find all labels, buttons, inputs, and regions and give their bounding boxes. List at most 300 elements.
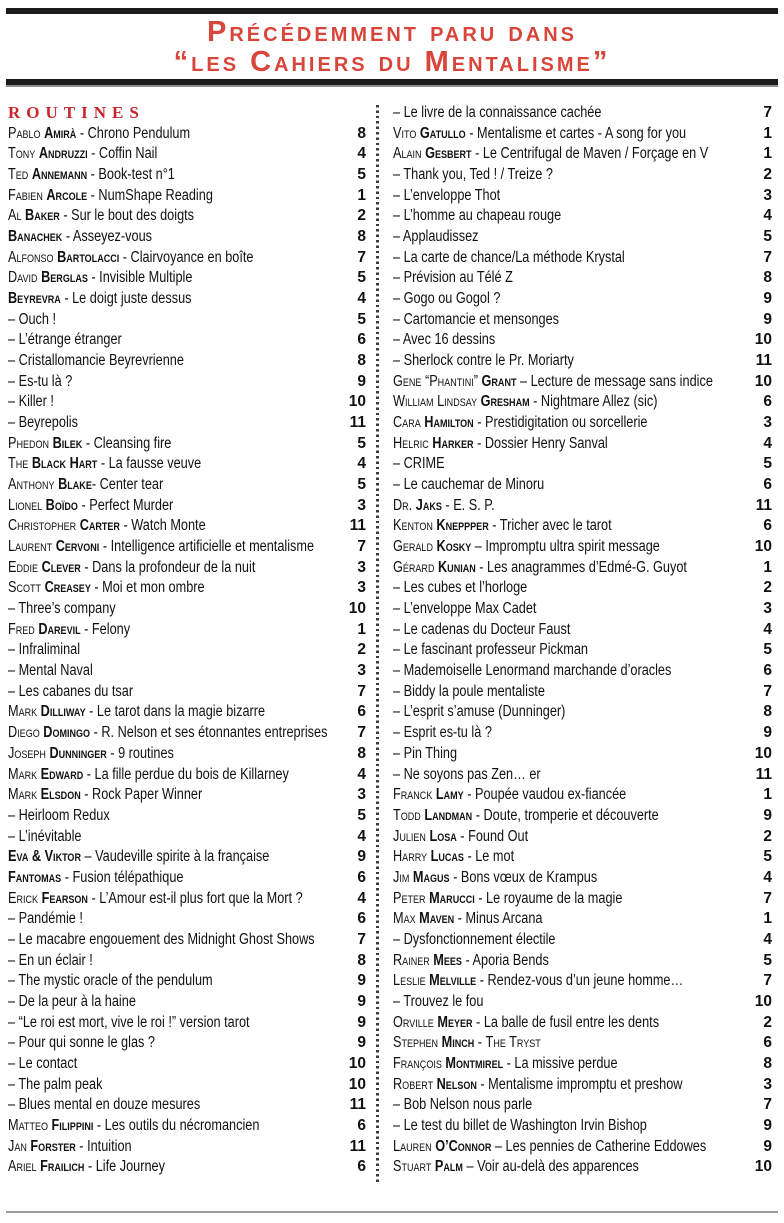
entry-text [393,889,622,910]
entry-text [393,1033,541,1054]
entry-title: Minus Arcana [465,910,543,928]
entry-separator: - [90,579,103,597]
entry-title: – Avec 16 dessins [393,331,496,349]
entry-text [8,558,255,579]
entry-text [393,744,457,765]
toc-entry [8,1116,366,1137]
entry-text [8,682,133,703]
entry-text [393,806,659,827]
entry-separator: – [80,848,96,866]
author-last-name: Fantomas [8,868,62,886]
author-last-name: Bilek [52,434,83,452]
author-last-name: Maven [419,910,455,928]
entry-text [8,1116,259,1137]
entry-text [393,930,556,951]
entry-text [8,640,80,661]
author-last-name: Amirà [44,124,77,142]
toc-entry [8,1033,366,1054]
entry-page-number: 2 [763,1013,772,1031]
entry-title: Chrono Pendulum [87,124,191,142]
entry-title: Intelligence artificielle et mentalisme [110,538,315,556]
author-last-name: O’Connor [435,1137,492,1155]
entry-title: Life Journey [95,1158,165,1176]
entry-page-number: 7 [357,930,366,948]
entry-separator: - [472,1013,484,1031]
entry-page-number: 1 [763,558,772,576]
entry-title: Dossier Henry Sanval [484,434,608,452]
toc-entry [393,620,772,641]
entry-title: – Ne soyons pas Zen… er [393,765,541,783]
author-first-name: Orville [393,1013,434,1031]
author-last-name: Bartolacci [57,248,120,266]
entry-page-number: 11 [755,496,772,514]
entry-title: Book-test n°1 [98,166,175,184]
author-first-name: Robert [393,1075,434,1093]
author-last-name: Gatullo [419,124,466,142]
entry-separator: - [475,558,488,576]
entry-title: Found Out [468,827,529,845]
entry-text [393,351,574,372]
author-last-name: Baker [25,207,60,225]
entry-separator: – [471,538,486,556]
entry-title: – Applaudissez [393,228,479,246]
entry-text [393,578,527,599]
toc-entry [8,392,366,413]
toc-entry [8,806,366,827]
entry-title: – Pour qui sonne le glas ? [8,1034,155,1052]
entry-title: – The palm peak [8,1075,103,1093]
entry-separator: - [463,786,475,804]
toc-entry [8,971,366,992]
entry-page-number: 11 [349,517,366,535]
entry-title: Moi et mon ombre [102,579,205,597]
toc-entry [393,702,772,723]
toc-entry [8,951,366,972]
author-first-name: Jim [393,868,410,886]
entry-title: Les anagrammes d’Edmé-G. Guyot [487,558,687,576]
magazine-index-page [0,8,784,1223]
entry-text [8,454,201,475]
entry-title: Rendez-vous d’un jeune homme… [487,972,684,990]
entry-page-number: 9 [357,972,366,990]
toc-entry [8,868,366,889]
entry-page-number: 6 [763,393,772,411]
entry-page-number: 10 [754,992,772,1010]
toc-entry [8,434,366,455]
entry-page-number: 8 [357,124,366,142]
toc-entry [393,454,772,475]
entry-page-number: 6 [357,868,366,886]
author-last-name: Creasey [44,579,91,597]
entry-text [393,124,686,145]
author-last-name: Dilliway [40,703,86,721]
entry-text [8,537,314,558]
entry-text [8,1157,165,1178]
entry-page-number: 6 [357,910,366,928]
entry-text [8,723,327,744]
entry-text [393,702,565,723]
entry-page-number: 7 [763,889,772,907]
entry-text [8,144,157,165]
toc-entry [8,248,366,269]
entry-title: Les pennies de Catherine Eddowes [505,1137,707,1155]
author-last-name: Hamilton [424,414,474,432]
entry-title: – De la peur à la haine [8,992,136,1010]
author-first-name: Phedon [8,434,50,452]
toc-entry [393,578,772,599]
toc-entry [393,723,772,744]
entry-text [393,868,597,889]
author-last-name: Arcole [46,186,88,204]
author-last-name: Meyer [437,1013,473,1031]
entry-title: – Le cauchemar de Minoru [393,476,545,494]
toc-entry [8,702,366,723]
entry-title: L’Amour est-il plus fort que la Mort ? [99,889,303,907]
toc-entry [8,765,366,786]
entry-text [8,1075,102,1096]
entry-page-number: 1 [763,786,772,804]
entry-text [8,806,110,827]
entry-page-number: 2 [763,827,772,845]
entry-page-number: 7 [763,104,772,121]
entry-page-number: 3 [357,786,366,804]
entry-page-number: 9 [357,1034,366,1052]
entry-text [393,1157,639,1178]
entry-title: Le Centrifugal de Maven / Forçage en V [482,145,709,163]
entry-separator: - [106,744,119,762]
toc-entry [393,1116,772,1137]
toc-entry [393,1033,772,1054]
entry-text [8,248,253,269]
entry-page-number: 9 [357,848,366,866]
entry-text [393,434,608,455]
entry-title: Asseyez-vous [72,228,152,246]
entry-text [393,330,495,351]
toc-entry [8,372,366,393]
toc-entry [393,785,772,806]
entry-separator: – [491,1137,506,1155]
toc-entry [8,640,366,661]
author-first-name: Harry [393,848,428,866]
entry-title: Le doigt juste dessus [72,290,192,308]
entry-page-number: 11 [349,414,366,432]
entry-title: Poupée vaudou ex-fiancée [475,786,627,804]
toc-entry [393,682,772,703]
entry-separator: – [516,372,531,390]
entry-separator: - [476,972,488,990]
toc-entry [393,1054,772,1075]
entry-title: – Le contact [8,1054,78,1072]
entry-page-number: 11 [349,1137,366,1155]
entry-title: – Le cadenas du Docteur Faust [393,620,571,638]
entry-title: – Prévision au Télé Z [393,269,513,287]
entry-page-number: 10 [348,393,366,411]
author-last-name: Eva & Viktor [8,848,81,866]
entry-title: Doute, tromperie et découverte [483,806,659,824]
entry-separator: – [462,1158,478,1176]
toc-entry [393,599,772,620]
entry-title: – Infraliminal [8,641,81,659]
entry-separator: - [91,476,100,494]
entry-page-number: 4 [357,765,366,783]
entry-title: La fille perdue du bois de Killarney [94,765,289,783]
entry-separator: - [119,517,132,535]
entry-title: – Gogo ou Gogol ? [393,290,501,308]
entry-separator: - [87,166,99,184]
author-first-name: Gerald [393,538,433,556]
entry-page-number: 6 [763,1034,772,1052]
entry-text [393,289,500,310]
entry-page-number: 7 [763,248,772,266]
entry-page-number: 10 [348,1075,366,1093]
toc-entry [393,992,772,1013]
entry-title: Mentalisme et cartes - A song for you [476,124,687,142]
entry-text [8,434,171,455]
entry-separator: - [456,827,469,845]
entry-text [393,765,541,786]
entry-separator: - [87,269,100,287]
entry-title: E. S. P. [453,496,495,514]
entry-text [393,1137,706,1158]
entry-title: Clairvoyance en boîte [130,248,254,266]
entry-separator: - [77,496,90,514]
entry-title: Cleansing fire [93,434,172,452]
author-first-name: Kenton [393,517,433,535]
entry-title: – The mystic oracle of the pendulum [8,972,213,990]
author-first-name: Stephen [393,1034,439,1052]
entry-separator: - [61,868,73,886]
entry-text [393,496,495,517]
entry-separator: - [62,228,73,246]
entry-page-number: 9 [357,992,366,1010]
entry-page-number: 4 [763,434,772,452]
entry-text [393,392,657,413]
entry-text [393,847,514,868]
entry-title: Bons vœux de Krampus [460,868,598,886]
entry-text [393,516,612,537]
entry-separator: - [465,124,477,142]
entry-text [8,847,269,868]
entry-text [8,702,265,723]
entry-page-number: 3 [357,662,366,680]
entry-title: – Pandémie ! [8,910,83,928]
toc-entry [8,992,366,1013]
toc-entry [8,268,366,289]
toc-entry [393,558,772,579]
entry-page-number: 4 [357,145,366,163]
entry-page-number: 5 [763,228,772,246]
entry-text [393,971,683,992]
author-first-name: Laurent [8,538,53,556]
entry-separator: - [503,1054,515,1072]
entry-text [393,165,553,186]
author-last-name: Beyrevra [8,290,61,308]
entry-text [393,951,549,972]
entry-separator: - [449,868,461,886]
author-last-name: Gresham [480,393,530,411]
toc-entry [8,599,366,620]
section-title-routines: ROUTINES [8,103,145,122]
toc-entry [8,744,366,765]
entry-page-number: 4 [763,930,772,948]
toc-entry [8,578,366,599]
author-first-name: Leslie [393,972,426,990]
author-first-name: Mark [8,765,38,783]
entry-title: – Heirloom Redux [8,806,110,824]
footer-rule [6,1211,778,1213]
author-first-name: François [393,1054,442,1072]
toc-entry [393,351,772,372]
entry-page-number: 7 [763,1096,772,1114]
entry-separator: - [529,393,541,411]
entry-page-number: 9 [763,310,772,328]
author-first-name: Franck [393,786,433,804]
entry-text [8,496,173,517]
toc-entry [8,206,366,227]
entry-text [8,227,152,248]
entry-page-number: 3 [763,1075,772,1093]
entry-page-number: 9 [357,1013,366,1031]
author-last-name: Elsdon [40,786,81,804]
toc-entry [8,289,366,310]
entry-page-number: 2 [763,579,772,597]
toc-entry [393,930,772,951]
toc-entry [393,310,772,331]
masthead-line-2: “les Cahiers du Mentalisme” [173,46,611,78]
column-left-rows [8,124,366,1178]
author-first-name: Vito [393,124,417,142]
author-first-name: Helric [393,434,429,452]
toc-entry [393,661,772,682]
entry-page-number: 4 [763,207,772,225]
entry-title: – Cristallomancie Beyrevrienne [8,352,184,370]
entry-page-number: 11 [755,765,772,783]
entry-page-number: 8 [357,744,366,762]
entry-title: – Killer ! [8,393,54,411]
entry-text [8,909,83,930]
entry-separator: - [93,1116,105,1134]
entry-page-number: 7 [357,538,366,556]
entry-separator: - [83,765,95,783]
entry-separator: - [474,1034,486,1052]
author-last-name: Forster [30,1137,76,1155]
entry-page-number: 3 [763,600,772,618]
entry-title: – L’esprit s’amuse (Dunninger) [393,703,566,721]
entry-page-number: 5 [357,310,366,328]
entry-title: – Ouch ! [8,310,57,328]
author-last-name: Jaks [415,496,442,514]
entry-text [8,620,130,641]
entry-text [393,682,545,703]
entry-text [8,827,81,848]
masthead [0,14,784,79]
entry-page-number: 7 [763,972,772,990]
author-last-name: Marucci [429,889,475,907]
entry-separator: - [471,145,483,163]
entry-title: – Biddy la poule mentaliste [393,682,545,700]
toc-entry [393,268,772,289]
entry-title: Watch Monte [131,517,206,535]
author-last-name: Montmirel [445,1054,504,1072]
author-last-name: Carter [79,517,120,535]
author-first-name: Jan [8,1137,27,1155]
entry-page-number: 5 [357,806,366,824]
entry-title: Nightmare Allez (sic) [540,393,658,411]
author-first-name: The [8,455,29,473]
entry-title: Mentalisme impromptu et preshow [488,1075,683,1093]
toc-entry [8,186,366,207]
entry-text [8,165,175,186]
entry-title: Tricher avec le tarot [499,517,612,535]
author-last-name: Clever [41,558,81,576]
entry-text [393,785,626,806]
toc-entry [8,1013,366,1034]
toc-entry [393,392,772,413]
entry-title: – Cartomancie et mensonges [393,310,560,328]
author-first-name: Eddie [8,558,39,576]
entry-page-number: 6 [357,703,366,721]
entry-text [8,971,213,992]
entry-text [8,951,93,972]
toc-entry [8,144,366,165]
author-last-name: Harker [432,434,474,452]
entry-separator: - [60,290,73,308]
entry-page-number: 10 [348,600,366,618]
toc-entry [393,248,772,269]
toc-entry [393,868,772,889]
entry-page-number: 5 [763,641,772,659]
entry-title: – Pin Thing [393,744,458,762]
entry-text [393,827,528,848]
entry-text [393,475,544,496]
entry-separator: - [488,517,500,535]
entry-title: – Three’s company [8,600,116,618]
author-last-name: Blake [58,476,92,494]
entry-page-number: 1 [763,145,772,163]
entry-title: Felony [91,620,131,638]
toc-entry [393,330,772,351]
entry-page-number: 6 [763,662,772,680]
entry-title: Le tarot dans la magie bizarre [96,703,266,721]
entry-title: Les outils du nécromancien [104,1116,260,1134]
toc-entry [393,186,772,207]
entry-text [8,992,136,1013]
entry-title: – CRIME [393,455,445,473]
entry-title: R. Nelson et ses étonnantes entreprises [101,724,328,742]
entry-text [8,578,205,599]
entry-text [8,372,72,393]
author-first-name: Stuart [393,1158,432,1176]
entry-text [8,930,315,951]
entry-page-number: 5 [357,434,366,452]
entry-text [8,765,289,786]
author-last-name: Banachek [8,228,63,246]
entry-page-number: 3 [357,496,366,514]
toc-entry [8,889,366,910]
entry-separator: - [441,496,454,514]
entry-text [393,1075,682,1096]
entry-text [393,1054,618,1075]
index-columns [0,87,784,1185]
toc-entry [393,847,772,868]
entry-page-number: 1 [357,620,366,638]
author-first-name: David [8,269,38,287]
entry-page-number: 9 [357,372,366,390]
entry-text [8,206,194,227]
author-first-name: Lionel [8,496,43,514]
entry-text [8,1095,200,1116]
author-first-name: Mark [8,786,38,804]
